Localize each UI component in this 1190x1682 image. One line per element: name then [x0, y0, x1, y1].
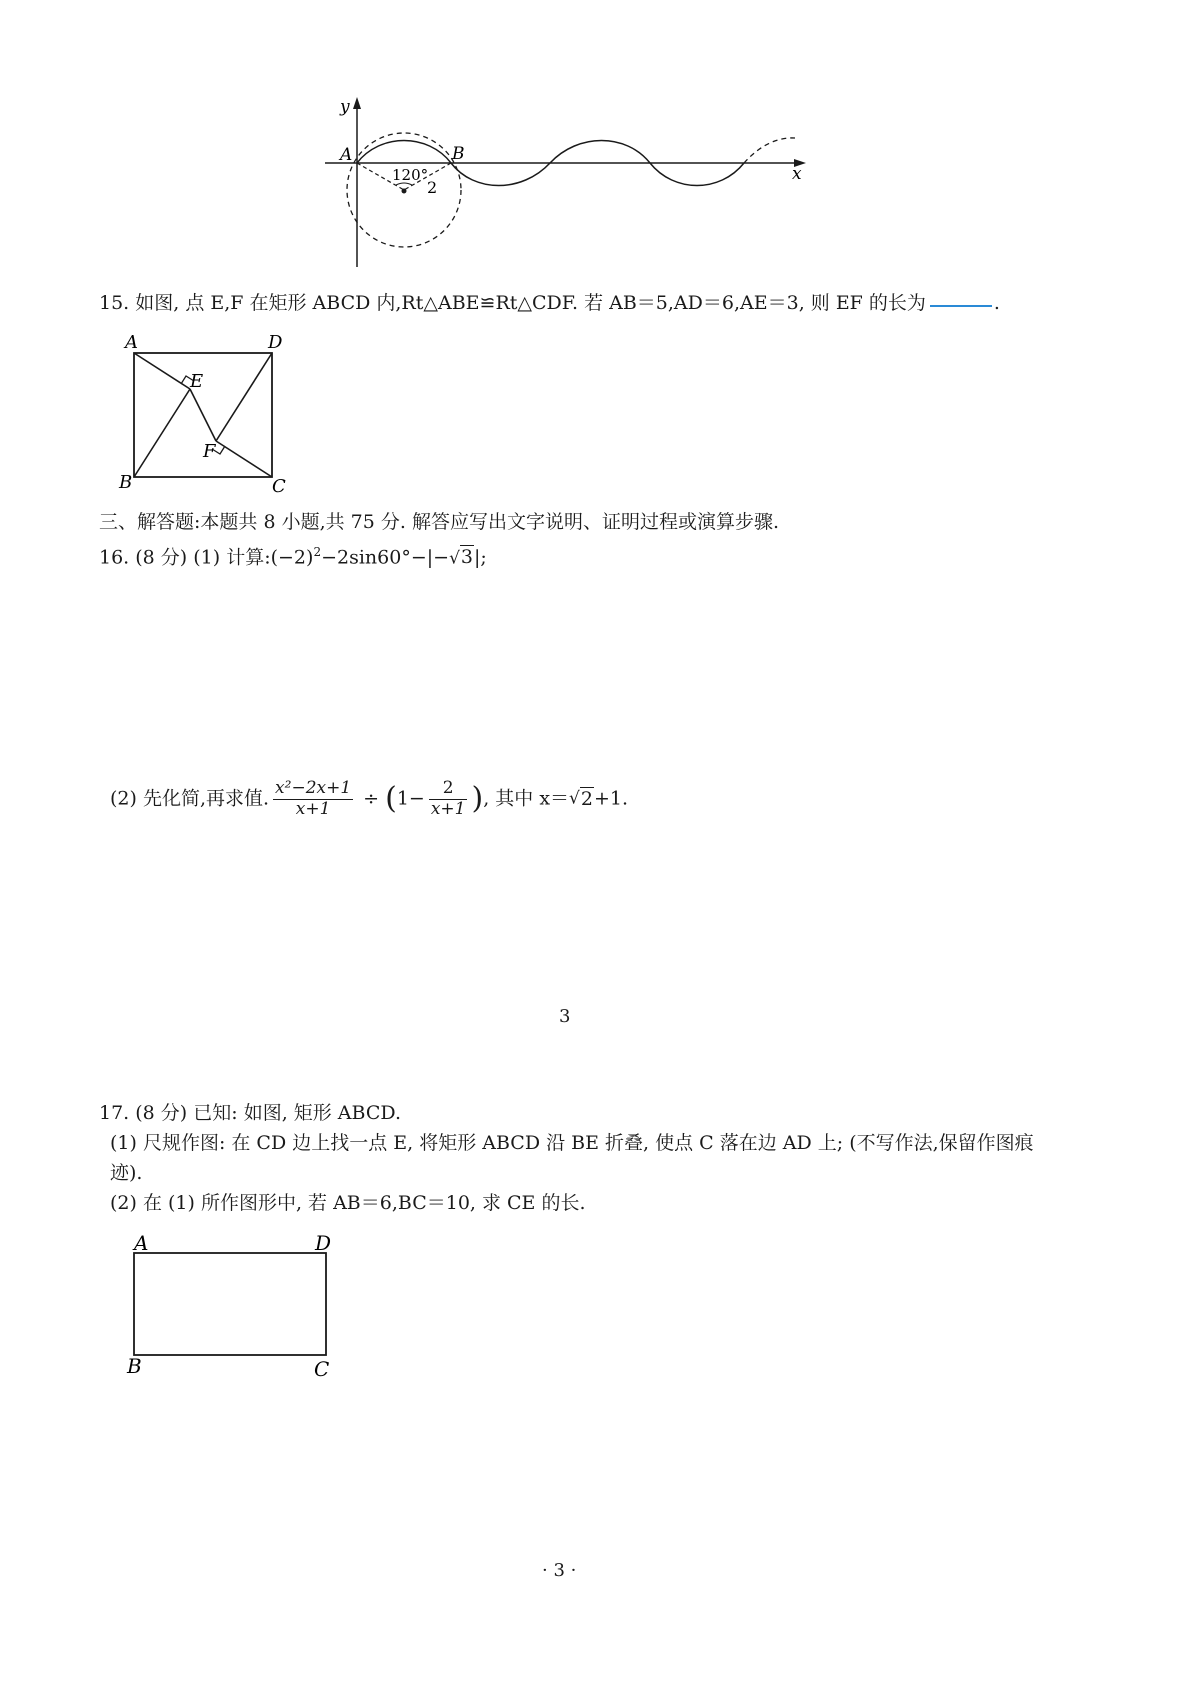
label-C: C	[272, 476, 286, 497]
question-15-end: .	[993, 292, 1000, 314]
question-15	[99, 294, 1000, 313]
angle-label: 120°	[392, 166, 429, 184]
divide-sign: ÷	[363, 787, 380, 810]
fraction-1-denominator: x+1	[295, 798, 331, 819]
q16-p1-sqrt: 3	[460, 546, 474, 569]
fraction-2-numerator: 2	[429, 779, 468, 800]
answer-blank[interactable]	[930, 305, 992, 307]
fraction-1-numerator: x²−2x+1	[275, 778, 352, 798]
label-A: A	[125, 332, 138, 353]
question-17-line1: 17. (8 分) 已知: 如图, 矩形 ABCD.	[99, 1102, 401, 1124]
q16-p1-end: |;	[474, 546, 487, 569]
q16-p1-mid: −2sin60°−|−	[321, 546, 450, 569]
segment-BE	[134, 389, 190, 477]
fraction-1	[273, 779, 353, 819]
x-axis-label: x	[792, 164, 802, 184]
section-heading: 三、解答题:本题共 8 小题,共 75 分. 解答应写出文字说明、证明过程或演算步骤.	[99, 511, 779, 533]
page-number-mid: 3	[559, 1006, 571, 1027]
wave-figure	[320, 95, 820, 270]
rectangle-figure-17	[115, 1230, 355, 1385]
label-D: D	[268, 332, 283, 353]
question-17-line2: (1) 尺规作图: 在 CD 边上找一点 E, 将矩形 ABCD 沿 BE 折叠, 使点 C 落在边 AD 上; (不写作法,保留作图痕	[110, 1132, 1034, 1154]
y-axis-label: y	[340, 97, 350, 117]
point-A-label: A	[340, 145, 353, 165]
right-paren: )	[471, 781, 484, 817]
q16-p2-sqrt: 2	[580, 787, 593, 810]
segment-DF	[216, 353, 272, 441]
label-E: E	[190, 371, 204, 392]
question-17-line3: 迹).	[110, 1162, 143, 1184]
q16-p2-where: , 其中 x＝	[483, 787, 570, 810]
rectangle-figure-15	[115, 330, 315, 500]
label-D-17: D	[315, 1231, 332, 1255]
label-B: B	[119, 472, 133, 493]
fraction-2	[429, 779, 468, 819]
segment-EF	[190, 389, 216, 441]
question-16-part1: 16. (8 分) (1) 计算$:(-2)^2-2\sin 60^\circ-|-√3|$;	[99, 545, 487, 569]
question-16-part2: (2) 先化简,再求值. $\frac{\text{x²−2x+1}}{x+1}$ ÷ (1− $\frac{2}{x+1}$ ), 其中 x＝√2+1.	[110, 778, 629, 819]
y-axis-arrow	[353, 97, 361, 109]
page-footer: · 3 ·	[542, 1560, 577, 1581]
fraction-2-denominator: x+1	[430, 798, 466, 819]
label-B-17: B	[127, 1354, 142, 1378]
rectangle-ABCD-17	[134, 1253, 326, 1355]
q16-p1-prefix: 16. (8 分) (1) 计算:(−2)	[99, 546, 314, 569]
one-minus: 1−	[396, 787, 425, 810]
question-15-text: 15. 如图, 点 E,F 在矩形 ABCD 内,Rt△ABE≌Rt△CDF. 若 AB＝5,AD＝6,AE＝3, 则 EF 的长为	[99, 292, 926, 314]
label-A-17: A	[134, 1231, 149, 1255]
radius-label: 2	[427, 178, 438, 197]
q16-p1-exponent: 2	[313, 545, 322, 559]
circle-center	[402, 189, 407, 194]
point-B-label: B	[452, 144, 465, 164]
q16-p2-prefix: (2) 先化简,再求值.	[110, 787, 270, 810]
left-paren: (	[385, 781, 397, 817]
label-F: F	[203, 441, 216, 462]
label-C-17: C	[314, 1357, 330, 1381]
q16-p2-end: +1.	[593, 787, 629, 810]
question-17-line4: (2) 在 (1) 所作图形中, 若 AB＝6,BC＝10, 求 CE 的长.	[110, 1192, 586, 1214]
sine-curve-dashed	[744, 138, 795, 163]
